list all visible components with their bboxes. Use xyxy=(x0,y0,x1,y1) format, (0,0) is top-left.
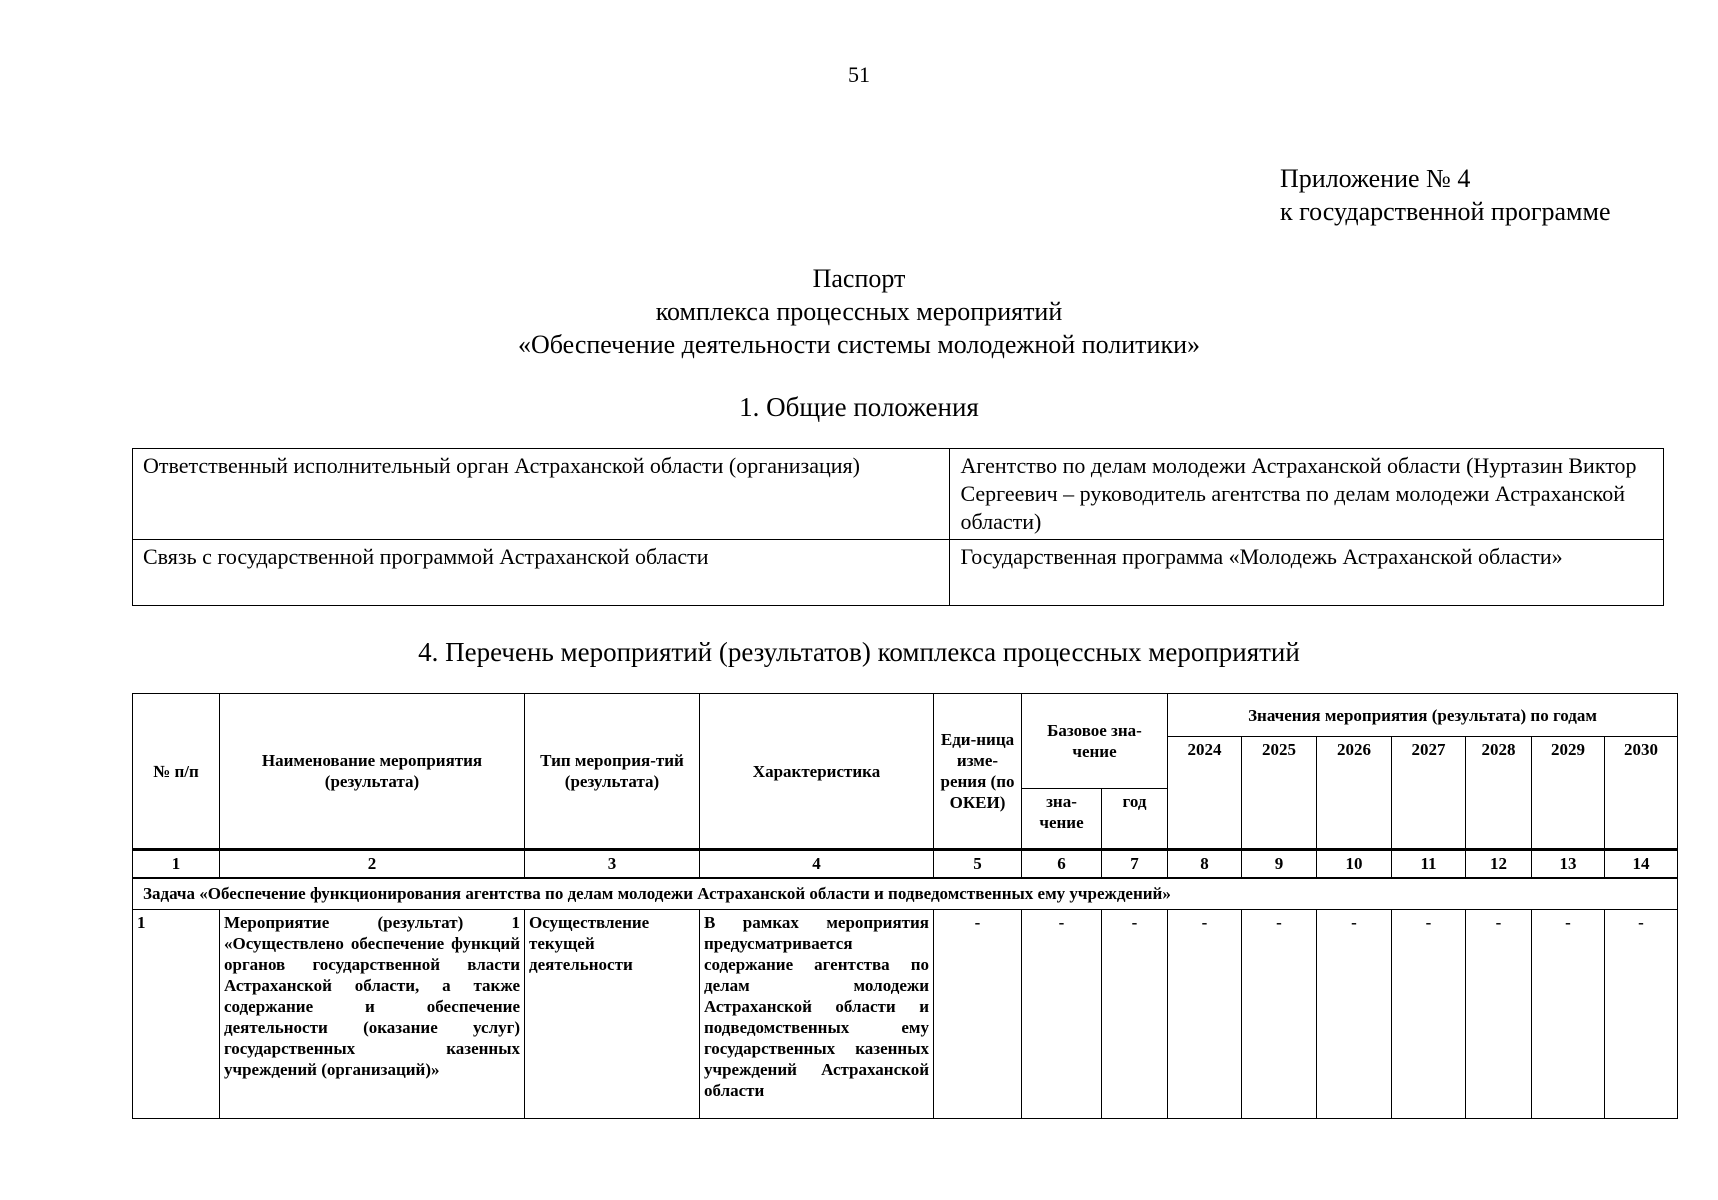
row-label: Ответственный исполнительный орган Астраханской области (организация) xyxy=(133,449,950,540)
header-years-group: Значения мероприятия (результата) по годам xyxy=(1168,694,1678,737)
title-line-2: комплекса процессных мероприятий xyxy=(655,297,1063,326)
header-base-value: зна-чение xyxy=(1022,789,1102,850)
header-type: Тип мероприя-тий (результата) xyxy=(525,694,700,850)
document-title xyxy=(0,262,1718,361)
event-base-value: - xyxy=(1022,910,1102,1119)
column-number: 6 xyxy=(1022,850,1102,878)
appendix-note xyxy=(1280,162,1611,228)
header-year: 2028 xyxy=(1466,737,1532,850)
column-number: 12 xyxy=(1466,850,1532,878)
column-number: 3 xyxy=(525,850,700,878)
event-unit: - xyxy=(934,910,1022,1119)
column-number: 1 xyxy=(133,850,220,878)
header-characteristic: Характеристика xyxy=(700,694,934,850)
section-4-heading: 4. Перечень мероприятий (результатов) комплекса процессных мероприятий xyxy=(418,637,1300,667)
header-num: № п/п xyxy=(133,694,220,850)
event-year-value: - xyxy=(1242,910,1317,1119)
table-row xyxy=(133,449,1664,540)
general-provisions-table xyxy=(132,448,1664,606)
header-year: 2024 xyxy=(1168,737,1242,850)
events-table xyxy=(132,693,1678,1119)
column-number: 7 xyxy=(1102,850,1168,878)
row-value: Агентство по делам молодежи Астраханской области (Нуртазин Виктор Сергеевич – руководитель агентства по делам молодежи Астраханской области) xyxy=(950,449,1664,540)
header-year: 2030 xyxy=(1605,737,1678,850)
column-number: 5 xyxy=(934,850,1022,878)
header-base-year: год xyxy=(1102,789,1168,850)
column-number: 10 xyxy=(1317,850,1392,878)
event-name: Мероприятие (результат) 1 «Осуществлено обеспечение функций органов государственной власти Астраханской области, а также содержание и обеспечение деятельности (оказание услуг) государственных казенных учреждений (организаций)» xyxy=(220,910,525,1119)
event-year-value: - xyxy=(1605,910,1678,1119)
event-year-value: - xyxy=(1392,910,1466,1119)
row-value: Государственная программа «Молодежь Астраханской области» xyxy=(950,540,1664,606)
column-number: 14 xyxy=(1605,850,1678,878)
column-number: 4 xyxy=(700,850,934,878)
event-year-value: - xyxy=(1466,910,1532,1119)
page-number: 51 xyxy=(848,62,870,87)
task-text: Задача «Обеспечение функционирования агентства по делам молодежи Астраханской области и подведомственных ему учреждений» xyxy=(133,878,1678,910)
column-number: 8 xyxy=(1168,850,1242,878)
event-characteristic: В рамках мероприятия предусматривается содержание агентства по делам молодежи Астраханской области и подведомственных ему государственных казенных учреждений Астраханской области xyxy=(700,910,934,1119)
event-year-value: - xyxy=(1532,910,1605,1119)
header-base: Базовое зна-чение xyxy=(1022,694,1168,789)
table-row xyxy=(133,910,1678,1119)
header-year: 2025 xyxy=(1242,737,1317,850)
task-row xyxy=(133,878,1678,910)
event-year-value: - xyxy=(1168,910,1242,1119)
header-name: Наименование мероприятия (результата) xyxy=(220,694,525,850)
column-numbers-row xyxy=(133,850,1678,878)
table-row xyxy=(133,540,1664,606)
column-number: 13 xyxy=(1532,850,1605,878)
event-base-year: - xyxy=(1102,910,1168,1119)
event-type: Осуществление текущей деятельности xyxy=(525,910,700,1119)
event-number: 1 xyxy=(133,910,220,1119)
header-unit: Еди-ница изме-рения (по ОКЕИ) xyxy=(934,694,1022,850)
header-year: 2027 xyxy=(1392,737,1466,850)
appendix-line-2: к государственной программе xyxy=(1280,197,1611,226)
header-year: 2029 xyxy=(1532,737,1605,850)
column-number: 11 xyxy=(1392,850,1466,878)
header-year: 2026 xyxy=(1317,737,1392,850)
title-line-3: «Обеспечение деятельности системы молодежной политики» xyxy=(517,330,1201,359)
appendix-line-1: Приложение № 4 xyxy=(1280,164,1471,193)
column-number: 9 xyxy=(1242,850,1317,878)
column-number: 2 xyxy=(220,850,525,878)
row-label: Связь с государственной программой Астраханской области xyxy=(133,540,950,606)
section-1-heading: 1. Общие положения xyxy=(739,392,979,422)
event-year-value: - xyxy=(1317,910,1392,1119)
title-line-1: Паспорт xyxy=(812,264,906,293)
